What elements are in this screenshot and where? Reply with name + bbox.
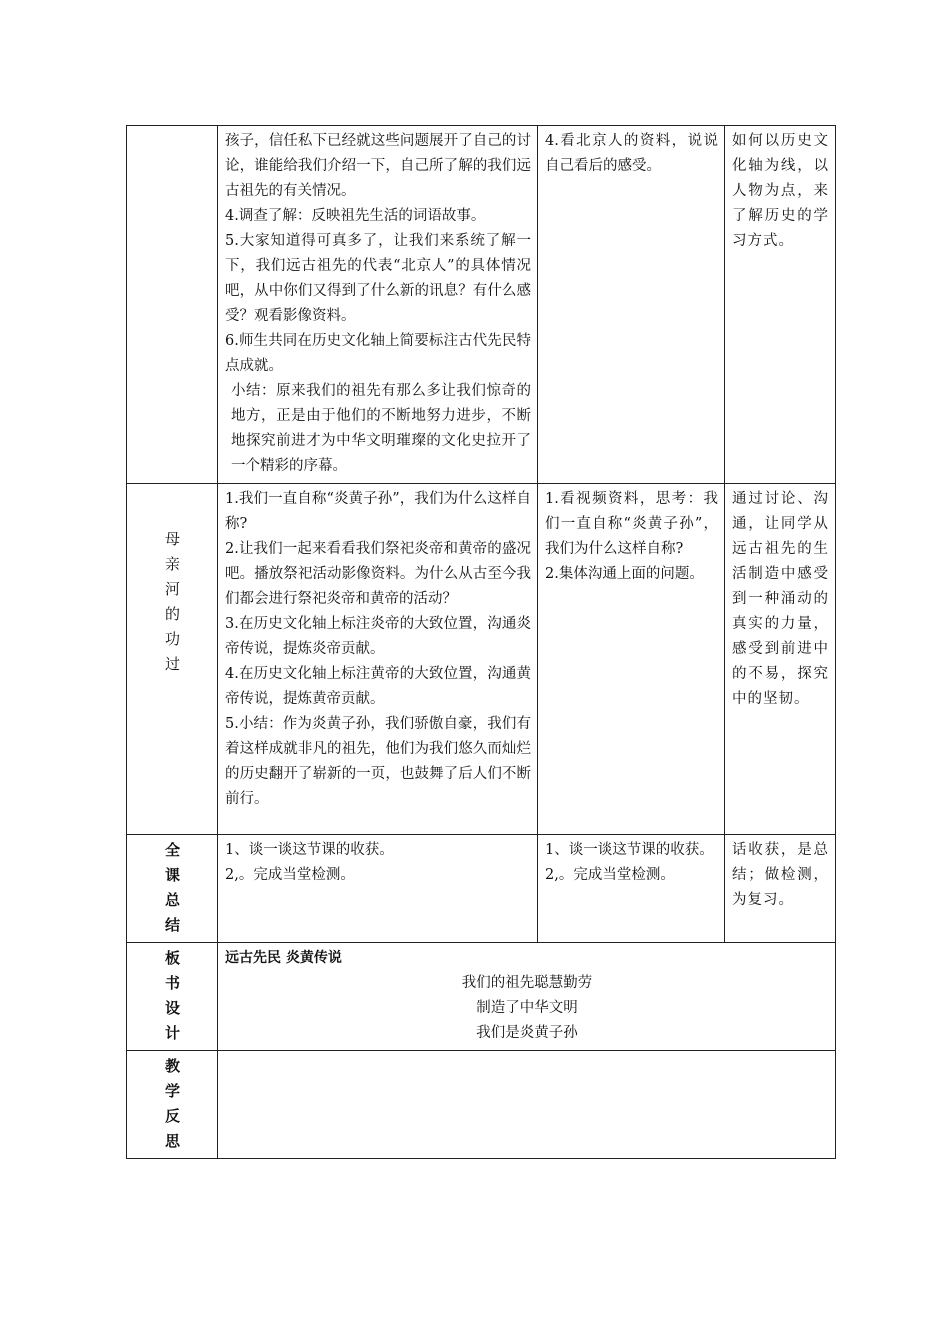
teacher-activity-cell: [218, 835, 538, 943]
teacher-paragraph: 5.小结：作为炎黄子孙，我们骄傲自豪，我们有着这样成就非凡的祖先，他们为我们悠久而灿烂的历史翻开了崭新的一页，也鼓舞了后人们不断前行。: [225, 716, 531, 807]
label-char: 计: [164, 1024, 180, 1042]
label-char: 课: [164, 866, 180, 884]
design-intent-cell: 如何以历史文化轴为线，以人物为点，来了解历史的学习方式。: [725, 126, 836, 484]
teacher-paragraph: 孩子，信任私下已经就这些问题展开了自己的讨论，谁能给我们介绍一下，自己所了解的我们远古祖先的有关情况。: [225, 133, 531, 199]
label-char: 过: [164, 655, 180, 673]
label-char: 结: [164, 916, 180, 934]
table-row-summary: [127, 835, 836, 943]
teacher-activity-cell: [218, 126, 538, 484]
student-paragraph: 1.看视频资料，思考：我们一直自称“炎黄子孙”，我们为什么这样自称?: [545, 491, 718, 557]
label-char: 总: [164, 891, 180, 909]
label-char: 反: [164, 1107, 180, 1125]
label-char: 河: [164, 580, 180, 598]
board-design-cell: [218, 943, 836, 1051]
row-label-summary: [127, 835, 218, 943]
label-char: 书: [164, 974, 180, 992]
label-char: 板: [164, 949, 180, 967]
student-activity-cell: [538, 835, 725, 943]
student-paragraph: 1、谈一谈这节课的收获。: [545, 842, 714, 858]
teacher-paragraph: 3.在历史文化轴上标注炎帝的大致位置，沟通炎帝传说，提炼炎帝贡献。: [225, 616, 531, 657]
row-label-empty: [127, 126, 218, 484]
label-char: 亲: [164, 555, 180, 573]
student-activity-cell: [538, 126, 725, 484]
board-line: 我们是炎黄子孙: [476, 1025, 578, 1041]
teacher-paragraph: 6.师生共同在历史文化轴上简要标注古代先民特点成就。: [225, 333, 531, 374]
teacher-summary: 小结：原来我们的祖先有那么多让我们惊奇的地方，正是由于他们的不断地努力进步，不断地探究前进才为中华文明璀璨的文化史拉开了一个精彩的序幕。: [231, 383, 531, 474]
label-char: 全: [164, 841, 180, 859]
design-intent-cell: 话收获，是总结；做检测，为复习。: [725, 835, 836, 943]
label-char: 思: [164, 1132, 180, 1150]
table-row-board: [127, 943, 836, 1051]
table-row-reflection: [127, 1051, 836, 1159]
teacher-paragraph: 1、谈一谈这节课的收获。: [225, 842, 394, 858]
reflection-cell: [218, 1051, 836, 1159]
label-char: 功: [164, 630, 180, 648]
label-char: 教: [164, 1057, 180, 1075]
label-char: 的: [164, 605, 180, 623]
student-paragraph: 2.集体沟通上面的问题。: [545, 566, 704, 582]
table-row-mother-river: [127, 484, 836, 835]
teacher-paragraph: 4.调查了解：反映祖先生活的词语故事。: [225, 208, 486, 224]
teacher-paragraph: 4.在历史文化轴上标注黄帝的大致位置，沟通黄帝传说，提炼黄帝贡献。: [225, 666, 531, 707]
design-intent-cell: 通过讨论、沟通，让同学从远古祖先的生活制造中感受到一种涌动的真实的力量，感受到前进中的不易，探究中的坚韧。: [725, 484, 836, 835]
teacher-paragraph: 1.我们一直自称“炎黄子孙”，我们为什么这样自称?: [225, 491, 531, 532]
board-title: 远古先民 炎黄传说: [225, 950, 342, 966]
row-label-reflection: [127, 1051, 218, 1159]
row-label-mother-river: [127, 484, 218, 835]
student-paragraph: 4.看北京人的资料，说说自己看后的感受。: [545, 133, 718, 174]
label-char: 母: [164, 530, 180, 548]
lesson-plan-table: [126, 125, 836, 1159]
label-char: 设: [164, 999, 180, 1017]
student-paragraph: 2,。完成当堂检测。: [545, 867, 675, 883]
teacher-paragraph: 5.大家知道得可真多了，让我们来系统了解一下，我们远古祖先的代表“北京人”的具体情况吧，从中你们又得到了什么新的讯息？有什么感受？观看影像资料。: [225, 233, 531, 324]
teacher-activity-cell: [218, 484, 538, 835]
label-char: 学: [164, 1082, 180, 1100]
table-row-continued: [127, 126, 836, 484]
board-line: 我们的祖先聪慧勤劳: [461, 975, 593, 991]
board-line: 制造了中华文明: [476, 1000, 578, 1016]
row-label-board: [127, 943, 218, 1051]
student-activity-cell: [538, 484, 725, 835]
teacher-paragraph: 2.让我们一起来看看我们祭祀炎帝和黄帝的盛况吧。播放祭祀活动影像资料。为什么从古至今我们都会进行祭祀炎帝和黄帝的活动？: [225, 541, 531, 607]
teacher-paragraph: 2,。完成当堂检测。: [225, 867, 355, 883]
